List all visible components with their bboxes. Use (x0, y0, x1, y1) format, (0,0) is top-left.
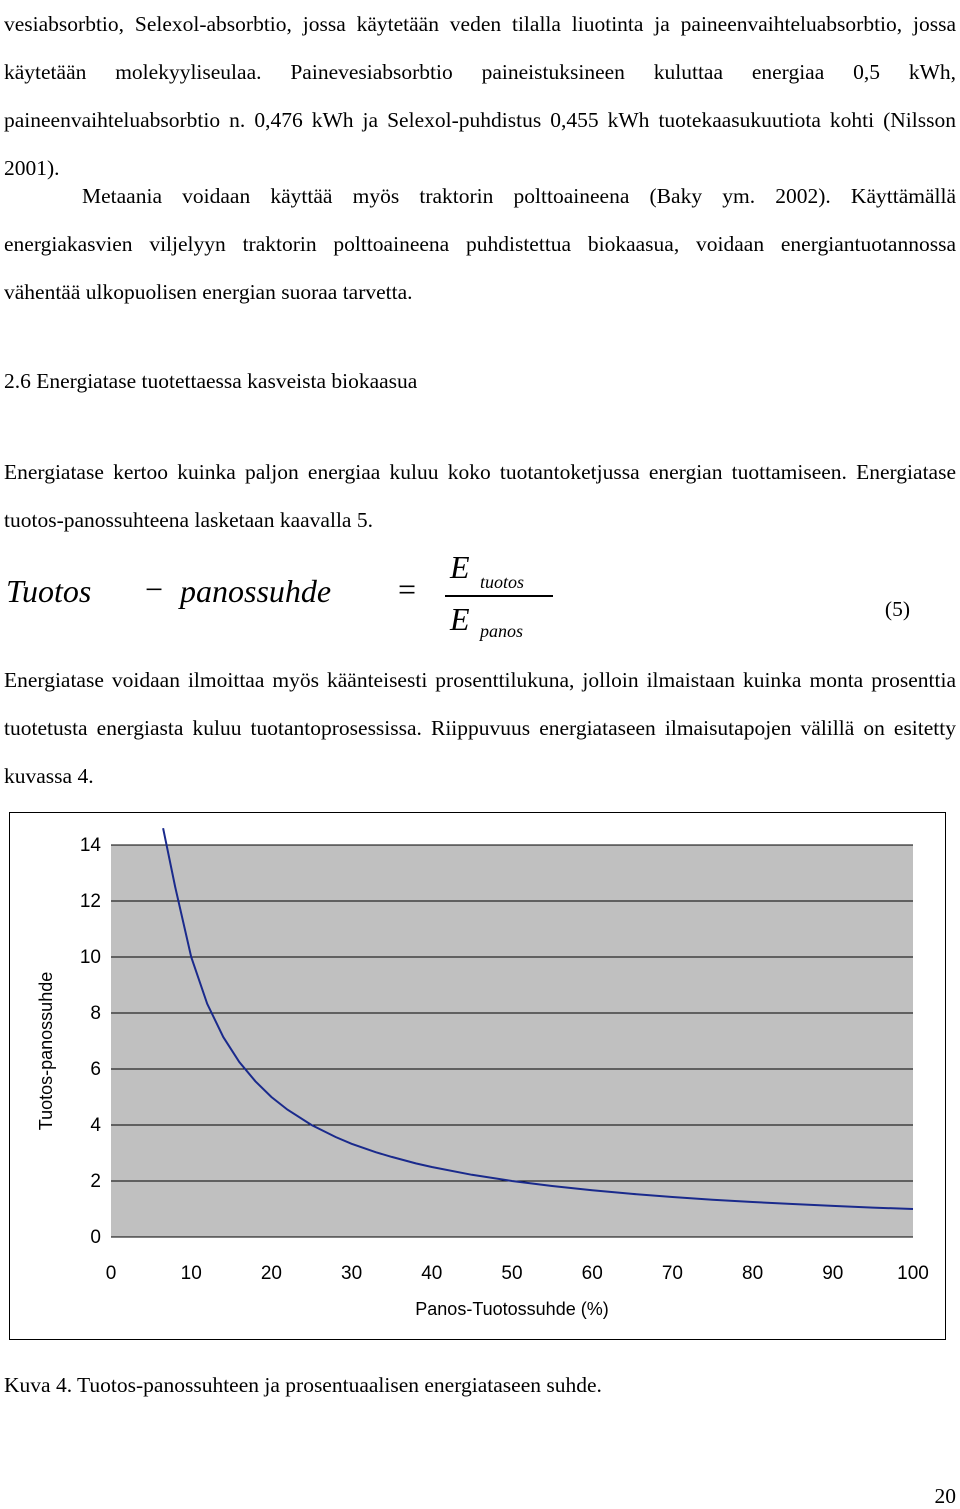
x-tick-label: 50 (501, 1263, 523, 1284)
page-number: 20 (934, 1484, 956, 1508)
y-tick-label: 0 (90, 1227, 101, 1248)
y-tick-label: 10 (79, 947, 101, 968)
equation-5 (0, 545, 960, 650)
y-tick-label: 14 (79, 835, 101, 856)
equation-minus: − (145, 571, 164, 607)
equation-lhs-tuotos: Tuotos (6, 573, 92, 609)
x-tick-label: 90 (822, 1263, 844, 1284)
y-axis-label: Tuotos-panossuhde (36, 971, 56, 1131)
fraction-bar (445, 595, 553, 597)
y-tick-label: 2 (90, 1171, 101, 1192)
paragraph-1: vesiabsorbtio, Selexol-absorbtio, jossa käytetään veden tilalla liuotinta ja paineenvaihteluabsorbtio, jossa käytetään molekyyliseulaa. Painevesiabsorbtio paineistuksineen kuluttaa energiaa 0,5 kWh, paineenvaihteluabsorbtio n. 0,476 kWh ja Selexol-puhdistus 0,455 kWh tuotekaasukuutiota kohti (Nilsson 2001). (4, 12, 956, 180)
equation-numerator-e: E (450, 549, 470, 585)
paragraph-4: Energiatase voidaan ilmoittaa myös käänteisesti prosenttilukuna, jolloin ilmaistaan kuinka monta prosenttia tuotetusta energiasta kuluu tuotantoprosessissa. Riippuvuus energiataseen ilmaisutapojen välillä on esitetty kuvassa 4. (4, 668, 956, 788)
x-tick-label: 80 (742, 1263, 764, 1284)
x-tick-label: 60 (581, 1263, 603, 1284)
x-tick-label: 70 (661, 1263, 683, 1284)
paragraph-2: Metaania voidaan käyttää myös traktorin polttoaineena (Baky ym. 2002). Käyttämällä energiakasvien viljelyyn traktorin polttoaineena puhdistettua biokaasua, voidaan energiantuotannossa vähentää ulkopuolisen energian suoraa tarvetta. (4, 184, 956, 304)
x-tick-label: 0 (105, 1263, 117, 1284)
x-tick-label: 10 (180, 1263, 202, 1284)
equation-denominator-subscript: panos (480, 621, 524, 641)
figure-caption: Kuva 4. Tuotos-panossuhteen ja prosentuaalisen energiataseen suhde. (4, 1373, 602, 1397)
equation-number: (5) (884, 597, 910, 621)
plot-area (111, 845, 913, 1237)
x-tick-label: 30 (341, 1263, 363, 1284)
y-tick-label: 12 (79, 891, 101, 912)
chart-frame (9, 812, 946, 1340)
y-tick-label: 4 (90, 1115, 101, 1136)
equation-numerator-subscript: tuotos (480, 572, 525, 592)
x-tick-label: 100 (897, 1263, 929, 1284)
equation-lhs-panossuhde: panossuhde (180, 573, 332, 609)
y-tick-label: 6 (90, 1059, 101, 1080)
x-tick-label: 20 (260, 1263, 282, 1284)
x-axis-label: Panos-Tuotossuhde (%) (415, 1299, 609, 1319)
equation-denominator-e: E (450, 601, 470, 637)
section-heading: 2.6 Energiatase tuotettaessa kasveista biokaasua (4, 369, 418, 393)
y-tick-label: 8 (90, 1003, 101, 1024)
equation-equals: = (398, 571, 417, 607)
line-chart (10, 813, 947, 1341)
paragraph-3: Energiatase kertoo kuinka paljon energiaa kuluu koko tuotantoketjussa energian tuottamiseen. Energiatase tuotos-panossuhteena lasketaan kaavalla 5. (4, 460, 956, 532)
x-tick-label: 40 (421, 1263, 443, 1284)
